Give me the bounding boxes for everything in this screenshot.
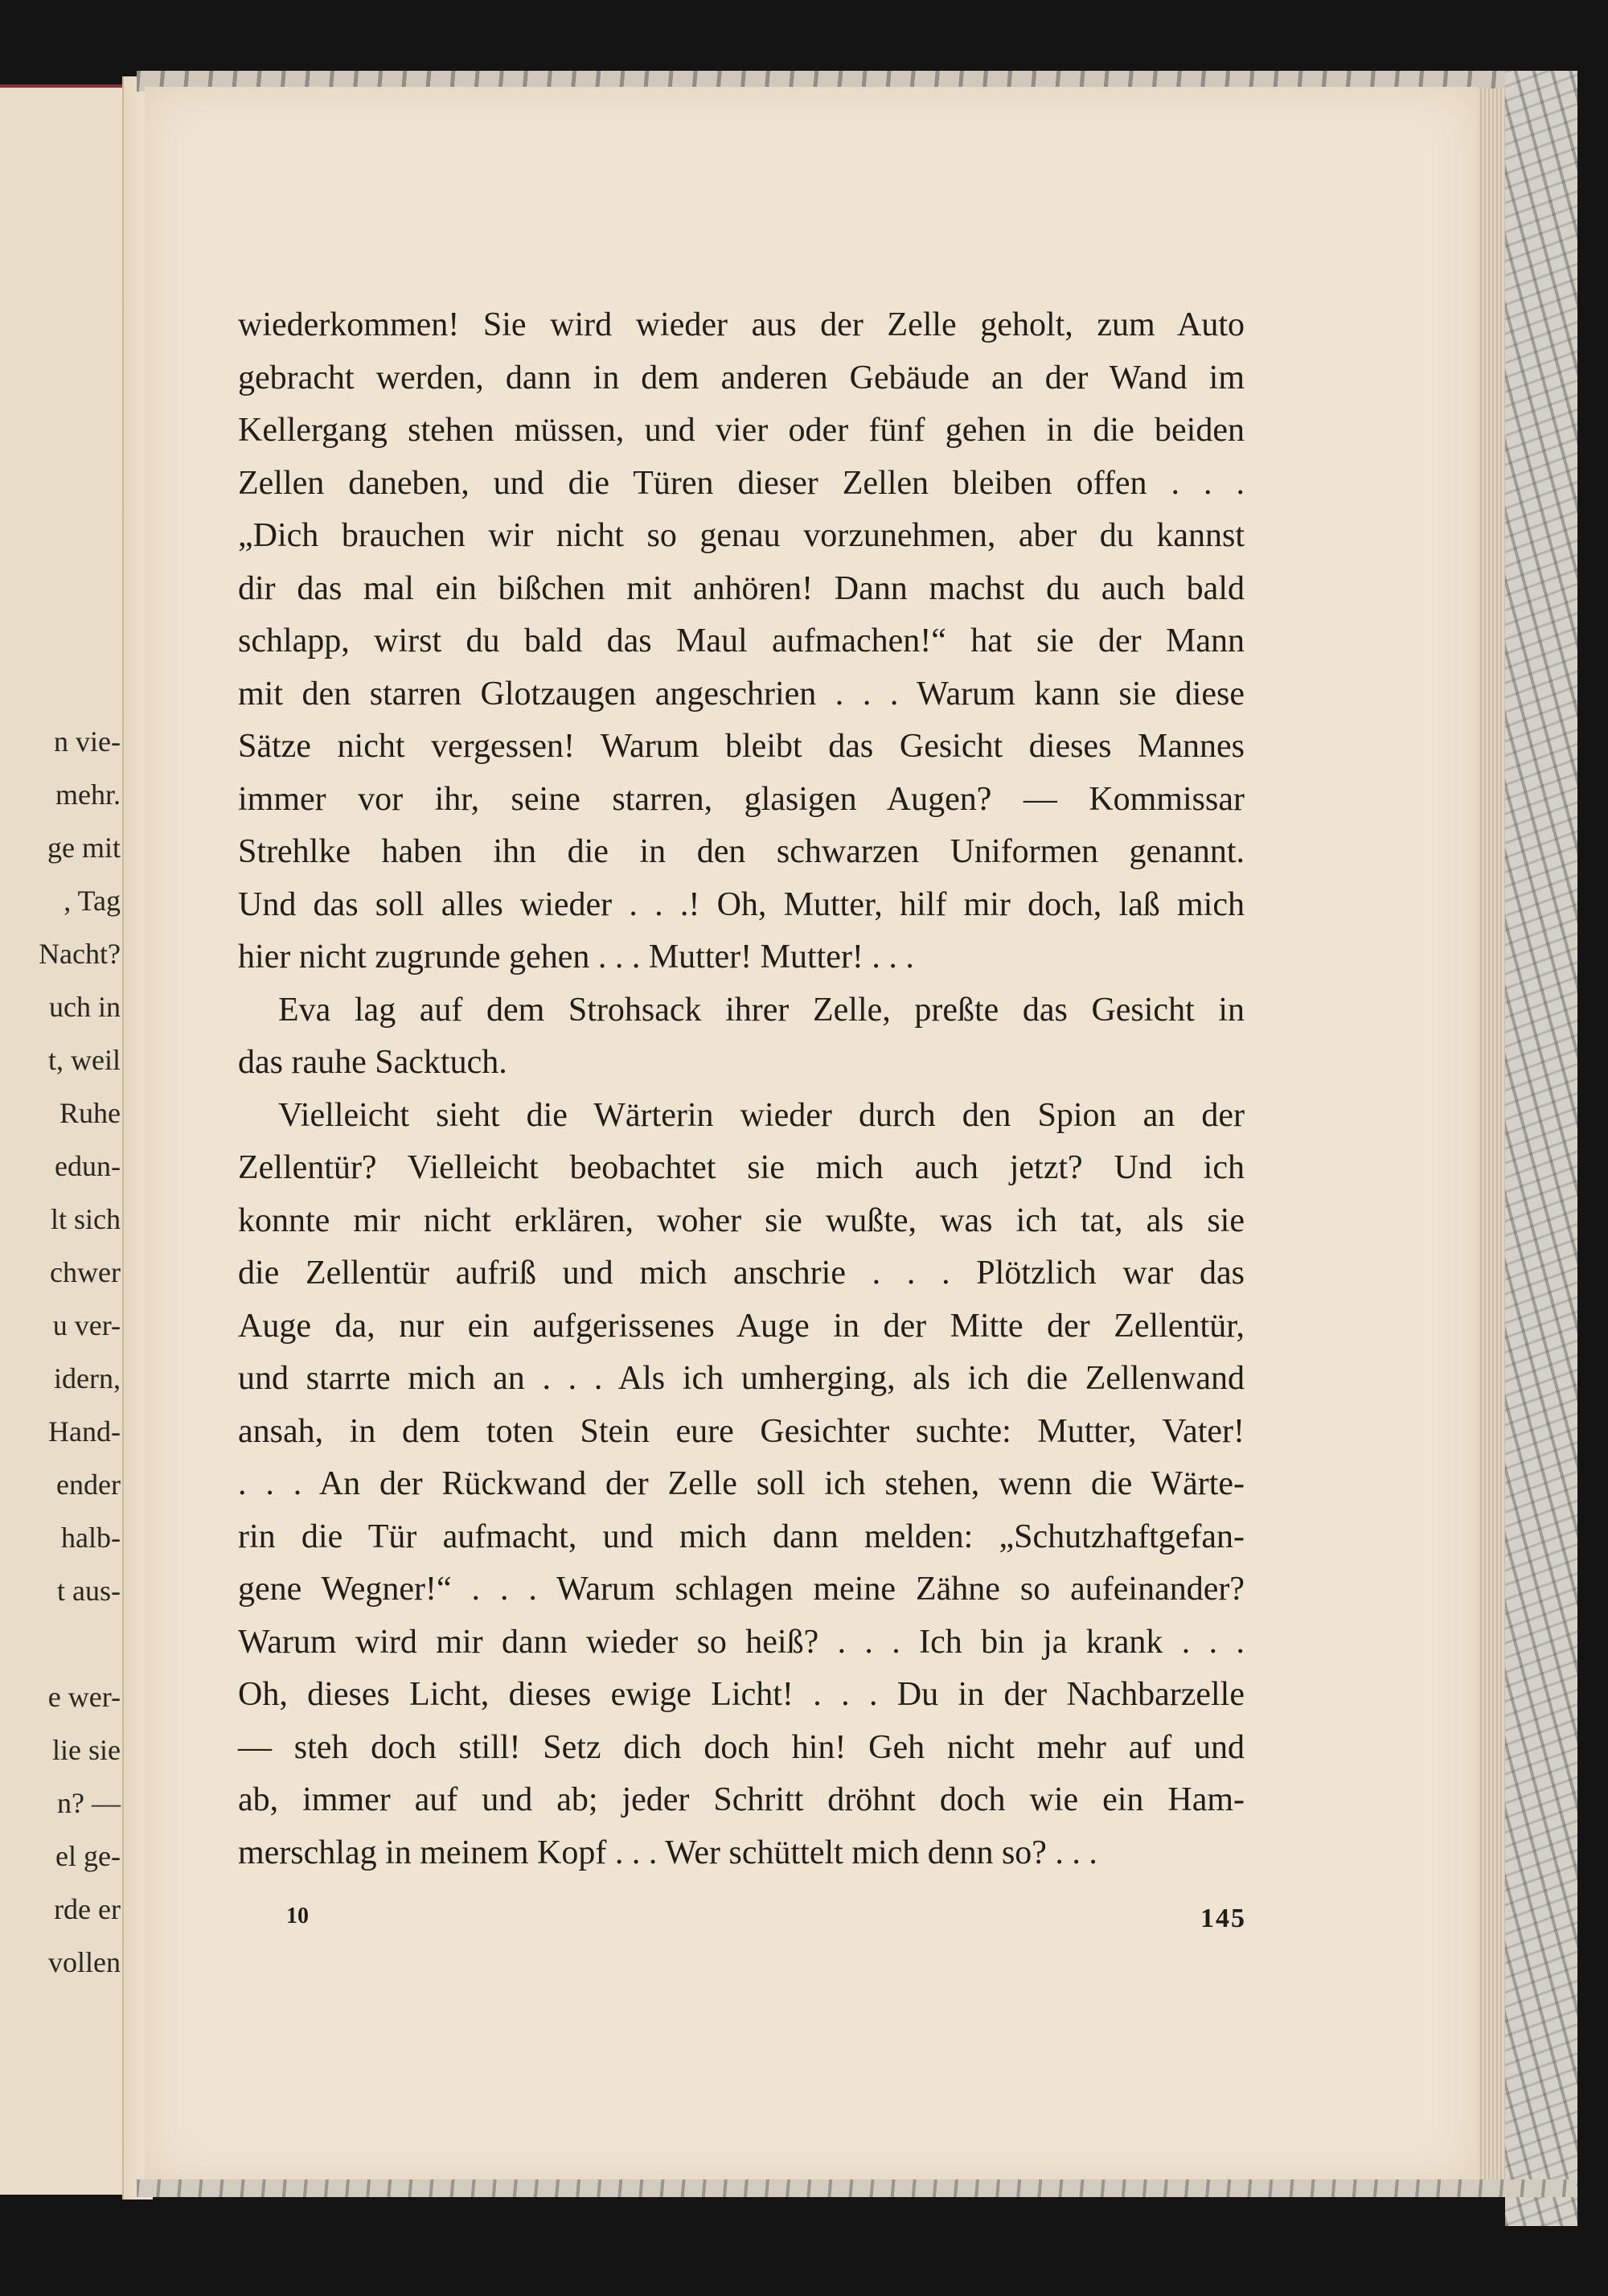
text-line: . . . An der Rückwand der Zelle soll ich stehen, wenn die Wärte- <box>238 1465 1245 1502</box>
left-page-fragment: Hand- <box>48 1415 121 1448</box>
text-line: gene Wegner!“ . . . Warum schlagen meine Zähne so aufeinander? <box>238 1571 1245 1608</box>
text-line: ab, immer auf und ab; jeder Schritt dröhnt doch wie ein Ham- <box>238 1781 1245 1818</box>
left-page-fragment: Ruhe <box>59 1097 121 1129</box>
text-line: Vielleicht sieht die Wärterin wieder durch den Spion an der <box>278 1096 1245 1134</box>
left-page-fragment: idern, <box>54 1362 121 1394</box>
text-line: und starrte mich an . . . Als ich umherging, als ich die Zellenwand <box>238 1360 1245 1397</box>
left-page-fragment: chwer <box>50 1256 121 1288</box>
text-line: Zellen daneben, und die Türen dieser Zellen bleiben offen . . . <box>238 464 1245 502</box>
text-line: konnte mir nicht erklären, woher sie wußte, was ich tat, als sie <box>238 1201 1245 1239</box>
text-line: schlapp, wirst du bald das Maul aufmachen!“ hat sie der Mann <box>238 622 1245 659</box>
text-line: die Zellentür aufriß und mich anschrie . . . Plötzlich war das <box>238 1255 1245 1292</box>
text-line: ansah, in dem toten Stein eure Gesichter suchte: Mutter, Vater! <box>238 1412 1245 1450</box>
page-footer <box>286 1904 1246 1944</box>
left-page-fragment: rde er <box>54 1893 121 1925</box>
text-line: mit den starren Glotzaugen angeschrien . . . Warum kann sie diese <box>238 675 1245 713</box>
left-page-fragment: uch in <box>49 991 121 1023</box>
book-cover-marbled <box>1505 71 1577 2226</box>
text-line: Auge da, nur ein aufgerissenes Auge in der Mitte der Zellentür, <box>238 1307 1245 1345</box>
text-line: Kellergang stehen müssen, und vier oder fünf gehen in die beiden <box>238 412 1245 449</box>
left-page-fragment: Nacht? <box>39 938 121 970</box>
text-line: „Dich brauchen wir nicht so genau vorzunehmen, aber du kannst <box>238 517 1245 554</box>
text-line: Warum wird mir dann wieder so heiß? . . . Ich bin ja krank . . . <box>238 1623 1245 1661</box>
signature-mark: 10 <box>286 1904 309 1928</box>
left-page <box>0 84 130 2195</box>
text-line: Oh, dieses Licht, dieses ewige Licht! . . . Du in der Nachbarzelle <box>238 1676 1245 1713</box>
left-page-fragment: t aus- <box>57 1575 121 1607</box>
left-page-fragment: vollen <box>48 1946 121 1978</box>
left-page-fragment: n vie- <box>54 725 121 758</box>
left-page-fragment: ender <box>56 1468 121 1501</box>
left-page-fragment: e wer- <box>47 1681 121 1713</box>
left-page-fragment: n? — <box>57 1787 121 1819</box>
text-line: merschlag in meinem Kopf . . . Wer schüttelt mich denn so? . . . <box>238 1834 1097 1871</box>
left-page-fragment: t, weil <box>48 1044 121 1076</box>
text-line: Strehlke haben ihn die in den schwarzen Uniformen genannt. <box>238 833 1245 870</box>
text-line: Zellentür? Vielleicht beobachtet sie mich auch jetzt? Und ich <box>238 1149 1245 1186</box>
body-text <box>238 299 1245 1879</box>
text-line: dir das mal ein bißchen mit anhören! Dann machst du auch bald <box>238 569 1245 607</box>
left-page-fragment: ge mit <box>47 832 121 864</box>
left-page-fragment: mehr. <box>55 778 121 811</box>
left-page-blank-line <box>0 1617 121 1670</box>
left-page-fragment: halb- <box>61 1522 121 1554</box>
text-line: wiederkommen! Sie wird wieder aus der Zelle geholt, zum Auto <box>238 306 1245 343</box>
text-line: das rauhe Sacktuch. <box>238 1044 507 1081</box>
left-page-fragment: el ge- <box>55 1840 121 1872</box>
text-line: gebracht werden, dann in dem anderen Gebäude an der Wand im <box>238 359 1245 396</box>
left-page-fragment: lie sie <box>52 1734 121 1766</box>
left-page-fragment: edun- <box>55 1150 121 1182</box>
text-line: — steh doch still! Setz dich doch hin! Geh nicht mehr auf und <box>238 1728 1245 1766</box>
left-page-text <box>0 715 121 1989</box>
text-line: Sätze nicht vergessen! Warum bleibt das Gesicht dieses Mannes <box>238 728 1245 765</box>
left-page-fragment: , Tag <box>64 885 121 917</box>
text-line: hier nicht zugrunde gehen . . . Mutter! Mutter! . . . <box>238 939 914 975</box>
page-number: 145 <box>1200 1904 1246 1933</box>
text-line: rin die Tür aufmacht, und mich dann melden: „Schutzhaftgefan- <box>238 1518 1245 1555</box>
left-page-fragment: u ver- <box>52 1309 121 1341</box>
page-edges <box>1478 88 1507 2179</box>
text-line: immer vor ihr, seine starren, glasigen Augen? — Kommissar <box>238 780 1245 818</box>
text-line: Und das soll alles wieder . . .! Oh, Mutter, hilf mir doch, laß mich <box>238 885 1245 923</box>
text-line: Eva lag auf dem Strohsack ihrer Zelle, preßte das Gesicht in <box>278 991 1245 1029</box>
cover-bottom-edge <box>137 2179 1576 2197</box>
left-page-fragment: lt sich <box>51 1203 121 1235</box>
